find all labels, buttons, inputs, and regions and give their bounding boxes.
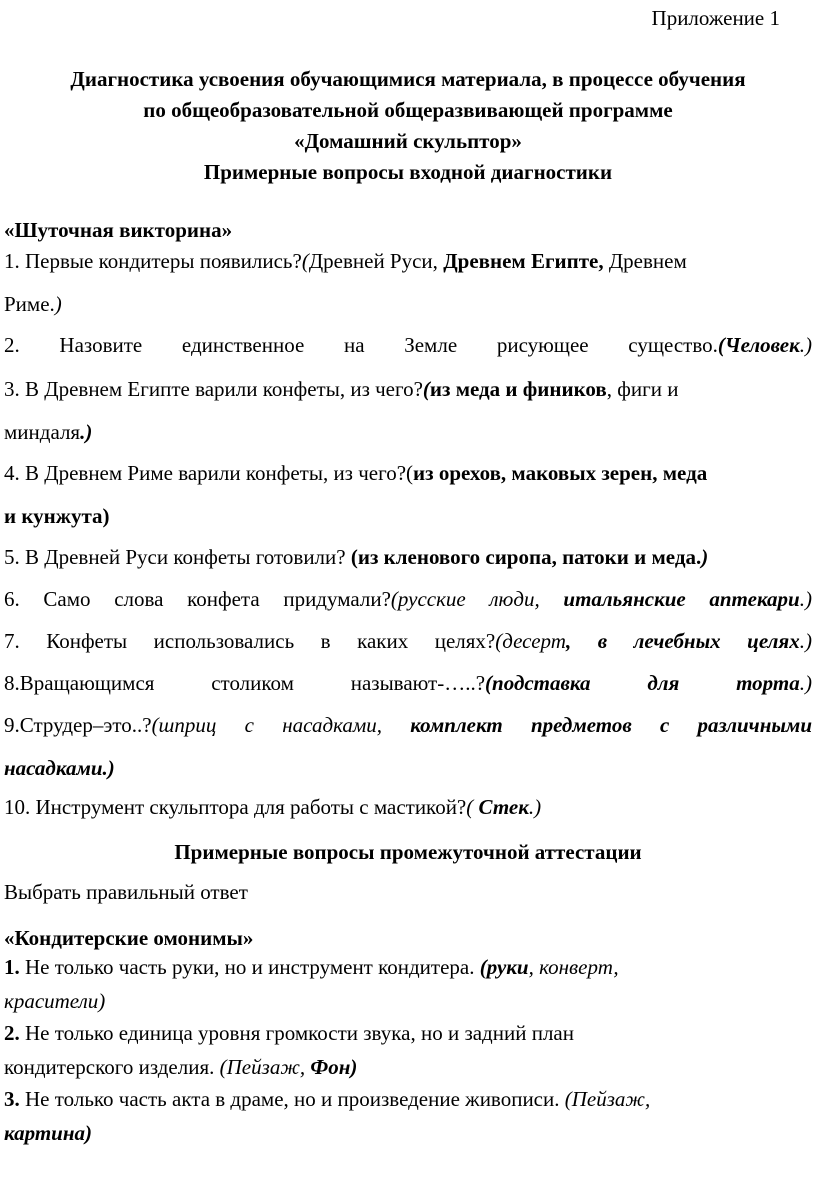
question-10: 10. Инструмент скульптора для работы с мастикой?( Стек.) bbox=[4, 795, 542, 819]
appendix-label: Приложение 1 bbox=[651, 6, 780, 30]
intermediate-heading: Примерные вопросы промежуточной аттестации bbox=[174, 840, 642, 864]
question-5: 5. В Древней Руси конфеты готовили? (из кленового сиропа, патоки и меда.) bbox=[4, 545, 709, 569]
question-8: 8.Вращающимся столиком называют-…..?(подставка для торта.) bbox=[4, 671, 812, 695]
homonyms-label: «Кондитерские омонимы» bbox=[4, 926, 254, 950]
title-line-4: Примерные вопросы входной диагностики bbox=[203, 160, 613, 184]
question-2: 2. Назовите единственное на Земле рисующее существо.(Человек.) bbox=[4, 333, 812, 357]
title-line-1: Диагностика усвоения обучающимися материала, в процессе обучения bbox=[70, 67, 746, 91]
homonym-3: 3. Не только часть акта в драме, но и произведение живописи. (Пейзаж, картина) bbox=[4, 1087, 651, 1145]
title-line-2: по общеобразовательной общеразвивающей программе bbox=[143, 98, 673, 122]
quiz-label: «Шуточная викторина» bbox=[4, 218, 233, 242]
homonym-2: 2. Не только единица уровня громкости звука, но и задний план кондитерского изделия. (Пейзаж, Фон) bbox=[4, 1021, 574, 1079]
homonym-1: 1. Не только часть руки, но и инструмент кондитера. (руки, конверт, красители) bbox=[4, 955, 619, 1013]
question-7: 7. Конфеты использовались в каких целях?(десерт, в лечебных целях.) bbox=[4, 629, 812, 653]
instruction-text: Выбрать правильный ответ bbox=[4, 880, 248, 904]
question-9: 9.Струдер–это..?(шприц с насадками, комплект предметов с различными насадками.) bbox=[4, 713, 812, 780]
title-line-3: «Домашний скульптор» bbox=[294, 129, 522, 153]
question-3: 3. В Древнем Египте варили конфеты, из чего?(из меда и фиников, фиги и миндаля.) bbox=[4, 377, 679, 444]
question-4: 4. В Древнем Риме варили конфеты, из чего?(из орехов, маковых зерен, меда и кунжута) bbox=[4, 461, 708, 528]
document-title bbox=[0, 64, 816, 188]
question-1: 1. Первые кондитеры появились?(Древней Руси, Древнем Египте, Древнем Риме.) bbox=[4, 249, 687, 316]
question-6: 6. Само слова конфета придумали?(русские люди, итальянские аптекари.) bbox=[4, 587, 812, 611]
